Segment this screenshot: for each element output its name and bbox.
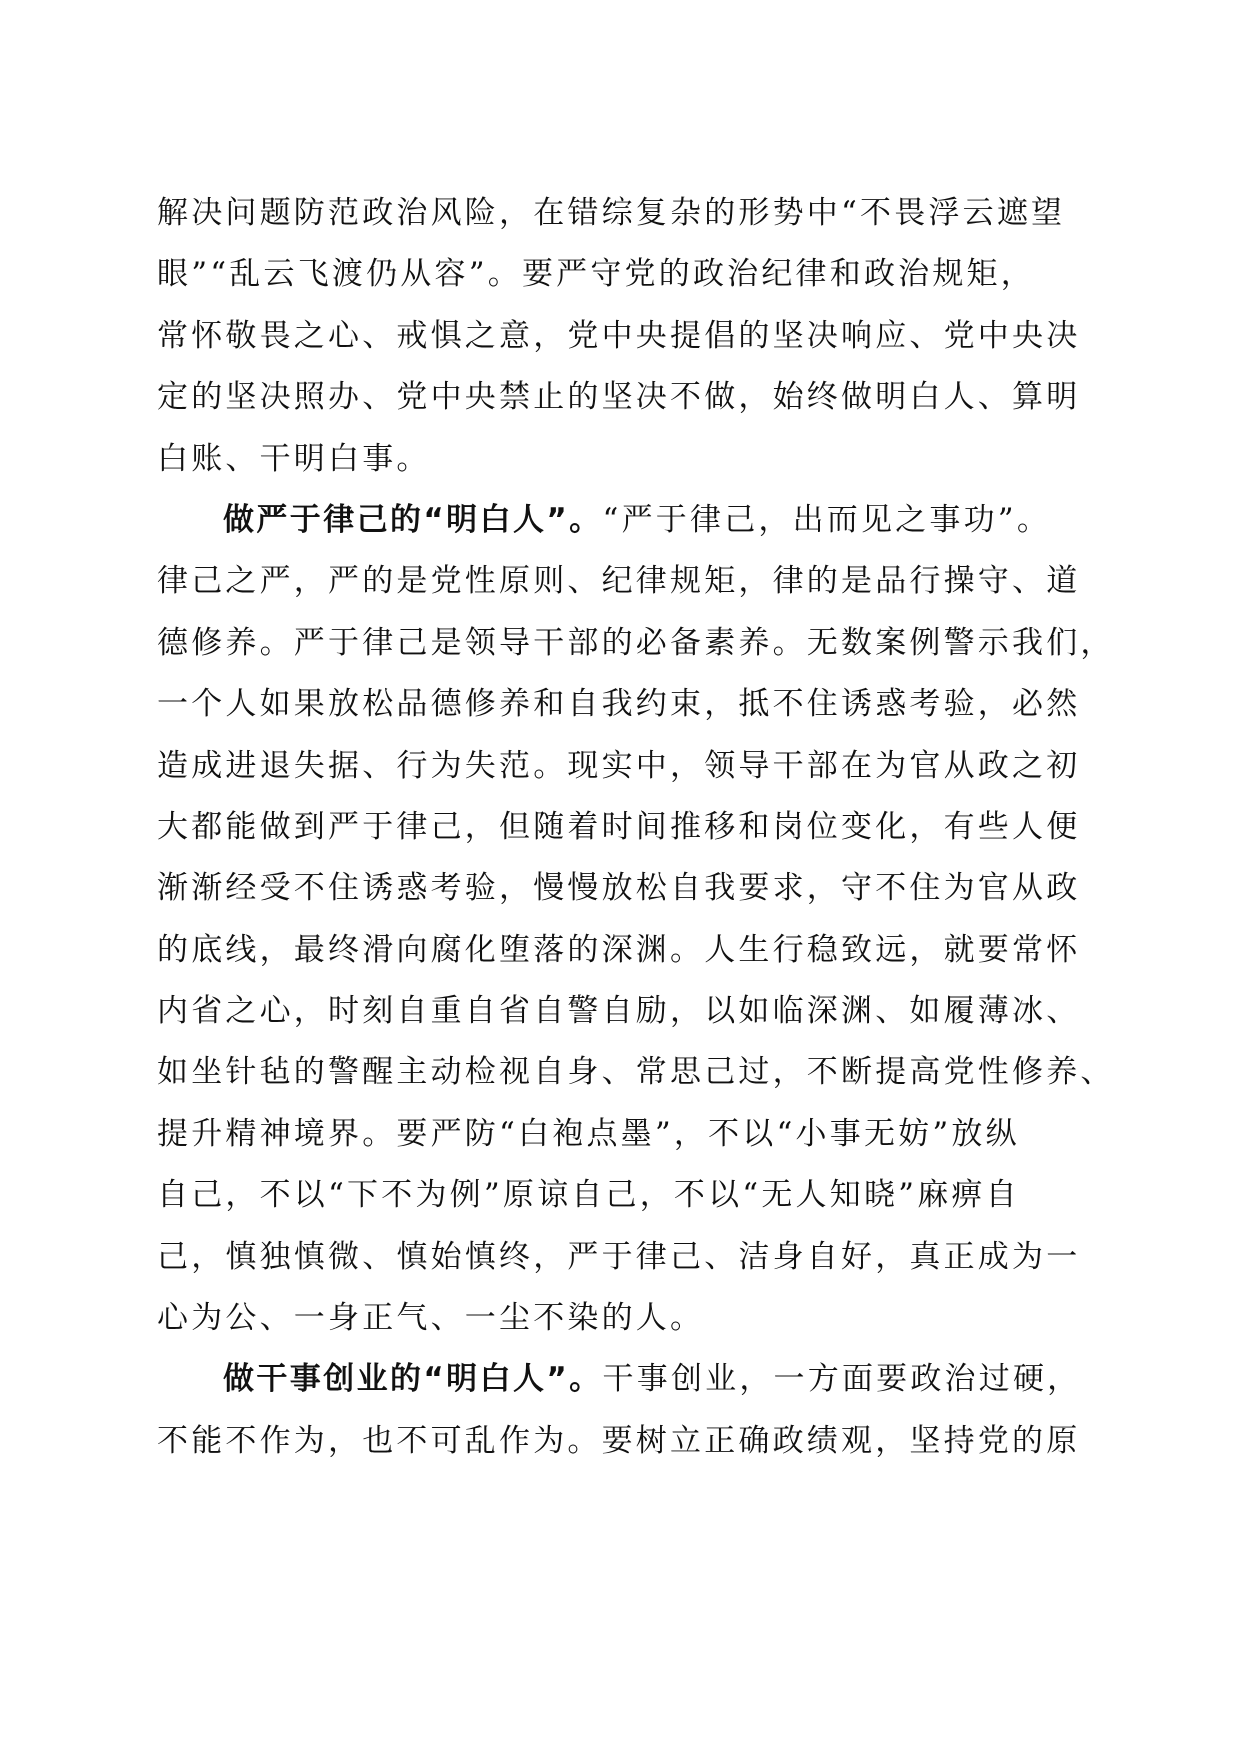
text-line: [157, 1349, 1097, 1410]
text-line: 眼”“乱云飞渡仍从容”。要严守党的政治纪律和政治规矩，: [157, 256, 1035, 293]
paragraph: [157, 183, 1097, 490]
text-run: “严于律己，出而见之事功”。: [602, 501, 1052, 538]
text-line: 如坐针毡的警醒主动检视自身、常思己过，不断提高党性修养、: [157, 1054, 1115, 1091]
text-line: 定的坚决照办、党中央禁止的坚决不做，始终做明白人、算明: [157, 379, 1081, 416]
text-line: 己，慎独慎微、慎始慎终，严于律己、洁身自好，真正成为一: [157, 1238, 1081, 1275]
text-line: 大都能做到严于律己，但随着时间推移和岗位变化，有些人便: [157, 808, 1081, 845]
text-line: 心为公、一身正气、一尘不染的人。: [157, 1300, 705, 1337]
paragraph: [157, 1349, 1097, 1472]
paragraph-heading: 做干事创业的“明白人”。: [223, 1361, 603, 1398]
text-line: 德修养。严于律己是领导干部的必备素养。无数案例警示我们，: [157, 624, 1115, 661]
text-line: 不能不作为，也不可乱作为。要树立正确政绩观，坚持党的原: [157, 1422, 1081, 1459]
text-line: 渐渐经受不住诱惑考验，慢慢放松自我要求，守不住为官从政: [157, 870, 1081, 907]
text-line: 律己之严，严的是党性原则、纪律规矩，律的是品行操守、道: [157, 563, 1081, 600]
text-line: 常怀敬畏之心、戒惧之意，党中央提倡的坚决响应、党中央决: [157, 317, 1081, 354]
text-line: 一个人如果放松品德修养和自我约束，抵不住诱惑考验，必然: [157, 686, 1081, 723]
text-line: 白账、干明白事。: [157, 440, 431, 477]
text-line: [157, 490, 1097, 551]
text-line: 解决问题防范政治风险，在错综复杂的形势中“不畏浮云遮望: [157, 195, 1066, 231]
text-line: 内省之心，时刻自重自省自警自励，以如临深渊、如履薄冰、: [157, 993, 1081, 1030]
paragraph: [157, 490, 1115, 1349]
text-line: 自己，不以“下不为例”原谅自己，不以“无人知晓”麻痹自: [157, 1177, 1020, 1214]
text-line: 提升精神境界。要严防“白袍点墨”，不以“小事无妨”放纵: [157, 1115, 1020, 1152]
text-run: 干事创业，一方面要政治过硬，: [602, 1361, 1082, 1398]
paragraph-heading: 做严于律己的“明白人”。: [223, 501, 603, 538]
document-body: [157, 183, 1115, 1472]
text-line: 造成进退失据、行为失范。现实中，领导干部在为官从政之初: [157, 747, 1081, 784]
text-line: 的底线，最终滑向腐化堕落的深渊。人生行稳致远，就要常怀: [157, 931, 1081, 968]
